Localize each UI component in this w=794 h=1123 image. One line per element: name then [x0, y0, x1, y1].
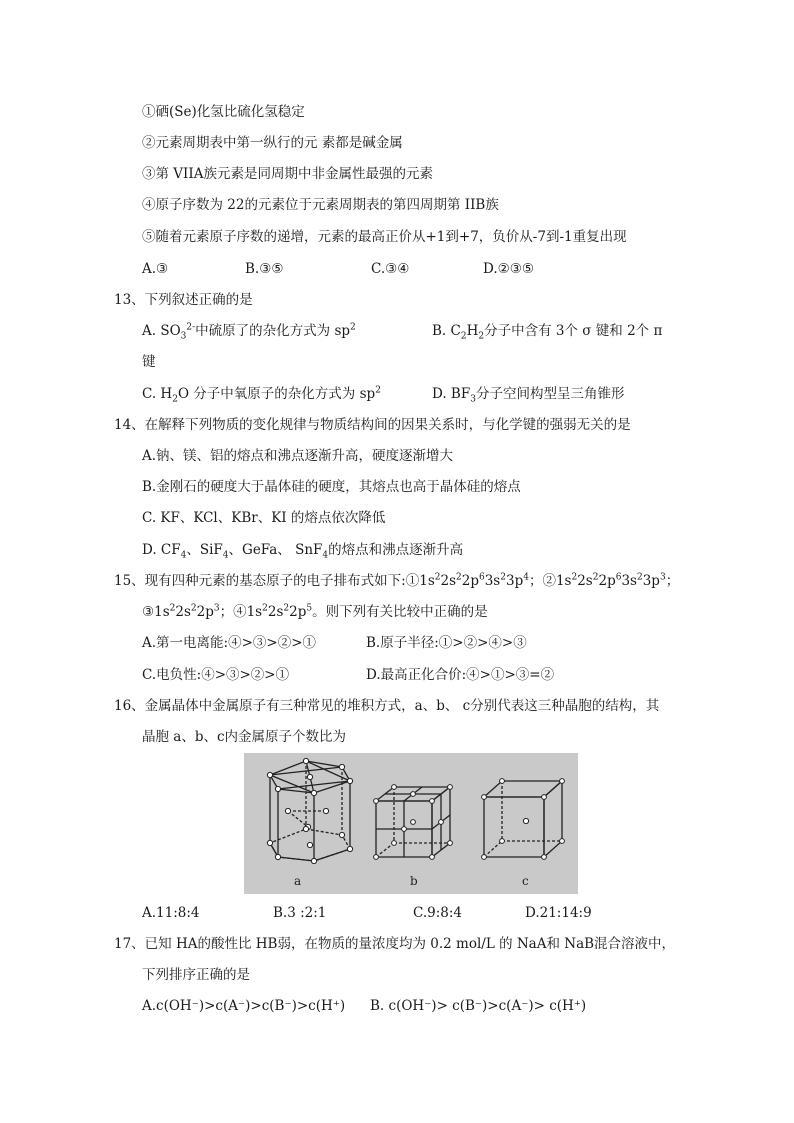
q16-option-c: C.9:8:4	[413, 905, 463, 921]
q13-option-c: C. $H_2O$ 分子中氧原子的杂化方式为 $sp^2$	[142, 385, 381, 405]
cell-label-c: c	[522, 874, 529, 888]
q17-stem-continued: 下列排序正确的是	[142, 967, 250, 983]
q15-stem: 15、现有四种元素的基态原子的电子排布式如下$:①1s^22s^22p^63s^23p^4$；$②1s^22s^22p^63s^23p^3$；	[114, 572, 680, 589]
q15-option-c: C.电负性:④>③>②>①	[142, 667, 290, 683]
q16-option-d: D.21:14:9	[525, 905, 592, 921]
q13-option-b: B. $C_2H_2$分子中含有 3个 σ 键和 2个 π	[432, 323, 663, 342]
q12-statement-1: ①硒(Se)化氢比硫化氢稳定	[142, 104, 305, 120]
q14-option-b: B.金刚石的硬度大于晶体硅的硬度，其熔点也高于晶体硅的熔点	[142, 479, 521, 495]
q13-stem: 13、下列叙述正确的是	[114, 292, 253, 308]
q13-option-a: A. $SO_3^{2-}$中硫原了的杂化方式为 $sp^2$	[142, 322, 356, 342]
q14-option-c: C. KF、KCl、KBr、KI 的熔点依次降低	[142, 510, 386, 526]
q15-stem-continued: $③1s^22s^22p^3$；$④1s^22s^22p^5$。则下列有关比较中正确的是	[142, 603, 488, 620]
q14-option-a: A.钠、镁、铝的熔点和沸点逐渐升高，硬度逐渐增大	[142, 448, 454, 464]
q14-option-d: D. $CF_4$、SiF$_4$、GeFa、 SnF$_4$的熔点和沸点逐渐升高	[142, 542, 464, 561]
cell-label-a: a	[294, 874, 302, 888]
q17-stem: 17、已知 HA的酸性比 HB弱，在物质的量浓度均为 0.2 mol/L 的 NaA和 NaB混合溶液中，	[114, 936, 676, 952]
q13-option-d: D. $BF_3$分子空间构型呈三角锥形	[432, 386, 625, 405]
q15-option-b: B.原子半径:①>②>④>③	[366, 635, 527, 651]
q12-statement-2: ②元素周期表中第一纵行的元 素都是碱金属	[142, 135, 403, 151]
q15-option-d: D.最高正化合价:④>①>③=②	[366, 667, 555, 683]
q12-statement-5: ⑤随着元素原子序数的递增，元素的最高正价从+1到+7，负价从-7到-1重复出现	[142, 229, 627, 245]
q13-option-b-continued: 键	[142, 354, 156, 370]
q17-option-a: A.c(OH⁻)>c(A⁻)>c(B⁻)>c(H⁺)	[142, 998, 346, 1014]
q12-option-c: C.③④	[371, 261, 410, 277]
q12-option-b: B.③⑤	[245, 261, 284, 277]
body-centered-cell-c	[484, 781, 562, 857]
cell-label-b: b	[410, 874, 418, 888]
q16-stem: 16、金属晶体中金属原子有三种常见的堆积方式，a、b、 c分别代表这三种晶胞的结构，其	[114, 698, 660, 714]
q15-option-a: A.第一电离能:④>③>②>①	[142, 635, 317, 651]
q14-stem: 14、在解释下列物质的变化规律与物质结构间的因果关系时，与化学键的强弱无关的是	[114, 417, 631, 433]
crystal-cell-figure	[244, 753, 578, 894]
q12-option-a: A.③	[142, 261, 169, 277]
q16-option-b: B.3 :2:1	[273, 905, 327, 921]
q17-option-b: B. c(OH⁻)> c(B⁻)>c(A⁻)> c(H⁺)	[370, 998, 587, 1014]
q12-option-d: D.②③⑤	[483, 261, 534, 277]
q12-statement-4: ④原子序数为 22的元素位于元素周期表的第四周期第 IIB族	[142, 197, 499, 213]
q12-statement-3: ③第 VIIA族元素是同周期中非金属性最强的元素	[142, 166, 433, 182]
q16-stem-continued: 晶胞 a、b、c内金属原子个数比为	[142, 729, 347, 745]
q16-option-a: A.11:8:4	[142, 905, 200, 921]
